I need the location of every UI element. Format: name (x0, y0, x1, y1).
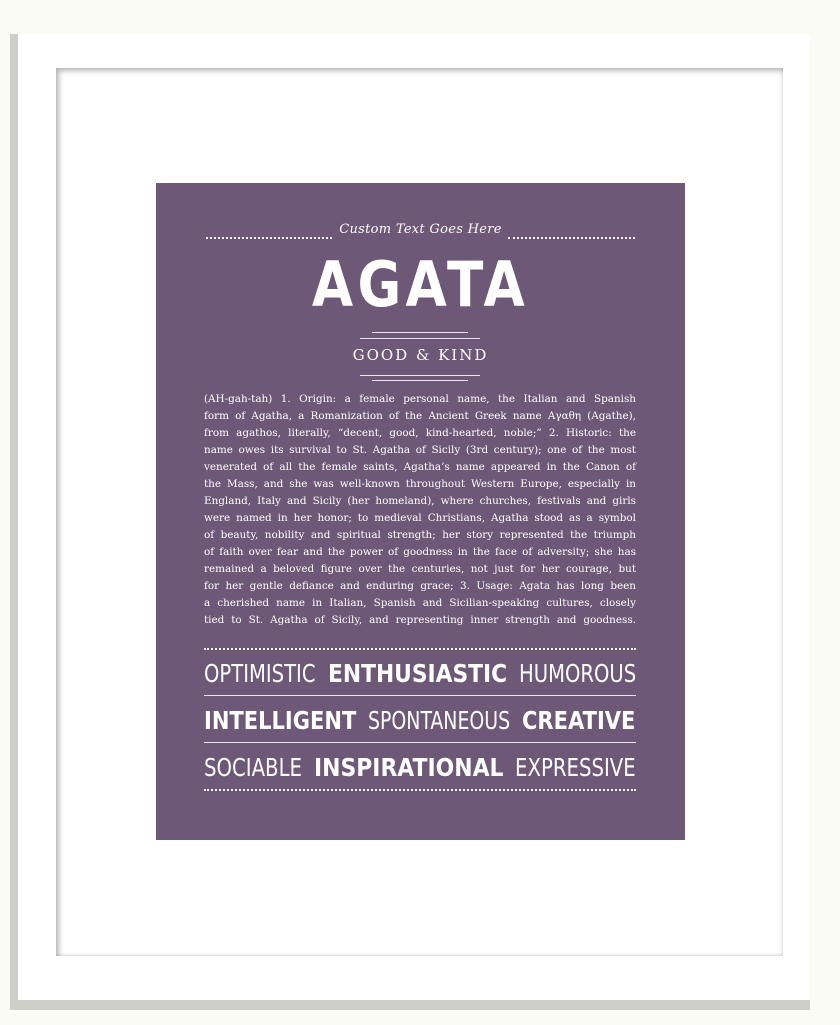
definition-line: (AH-gah-tah) 1. Origin: a female personal name, the Italian and Spanish (204, 393, 636, 405)
trait-word: INTELLIGENT (204, 706, 357, 735)
traits-row-1 (204, 657, 636, 691)
definition-line: a cherished name in Italian, Spanish and Sicilian-speaking cultures, closely (204, 597, 636, 609)
header-dotted-rule-right (508, 237, 635, 239)
meaning-rule-bottom-1 (360, 375, 480, 376)
name-title: AGATA (311, 248, 530, 321)
meaning-rule-bottom-2 (372, 380, 468, 381)
definition-line: of beauty, nobility and spiritual strength; her story represented the triumph (204, 529, 636, 541)
trait-word: ENTHUSIASTIC (327, 659, 507, 688)
name-definition (204, 391, 636, 629)
traits-dotted-rule-top (204, 648, 636, 650)
meaning-rule-top-1 (372, 332, 468, 333)
definition-line: the Mass, and she was well-known throughout Western Europe, especially in (204, 478, 636, 490)
definition-line: for her gentle defiance and enduring grace; 3. Usage: Agata has long been (204, 580, 636, 592)
traits-dotted-rule-bottom (204, 789, 636, 791)
definition-line: name owes its survival to St. Agatha of Sicily (3rd century); one of the most (204, 444, 636, 456)
definition-line: England, Italy and Sicily (her homeland), where churches, festivals and girls (204, 495, 636, 507)
definition-line: were named in her honor; to medieval Christians, Agatha stood as a symbol (204, 512, 636, 524)
trait-word: SPONTANEOUS (368, 706, 511, 735)
traits-row-3 (204, 751, 636, 785)
trait-word: OPTIMISTIC (204, 659, 316, 688)
trait-word: CREATIVE (522, 706, 636, 735)
traits-divider-2 (204, 742, 636, 743)
traits-row-2 (204, 704, 636, 738)
meaning-rule-top-2 (360, 338, 480, 339)
name-meaning: GOOD & KIND (352, 346, 489, 364)
trait-word: SOCIABLE (204, 753, 303, 782)
trait-word: EXPRESSIVE (515, 753, 636, 782)
definition-line: of faith over fear and the power of goodness in the face of adversity; she has (204, 546, 636, 558)
traits-divider-1 (204, 695, 636, 696)
definition-line: tied to St. Agatha of Sicily, and representing inner strength and goodness. (204, 614, 636, 626)
definition-line: from agathos, literally, “decent, good, kind-hearted, noble;” 2. Historic: the (204, 427, 636, 439)
definition-line: form of Agatha, a Romanization of the Ancient Greek name Αγαθη (Agathe), (204, 410, 636, 422)
trait-word: HUMOROUS (518, 659, 636, 688)
custom-text: Custom Text Goes Here (339, 222, 502, 237)
definition-line: remained a beloved figure over the centuries, not just for her courage, but (204, 563, 636, 575)
trait-word: INSPIRATIONAL (314, 753, 504, 782)
name-print (156, 183, 685, 840)
definition-line: venerated of all the female saints, Agatha’s name appeared in the Canon of (204, 461, 636, 473)
header-dotted-rule-left (206, 237, 332, 239)
